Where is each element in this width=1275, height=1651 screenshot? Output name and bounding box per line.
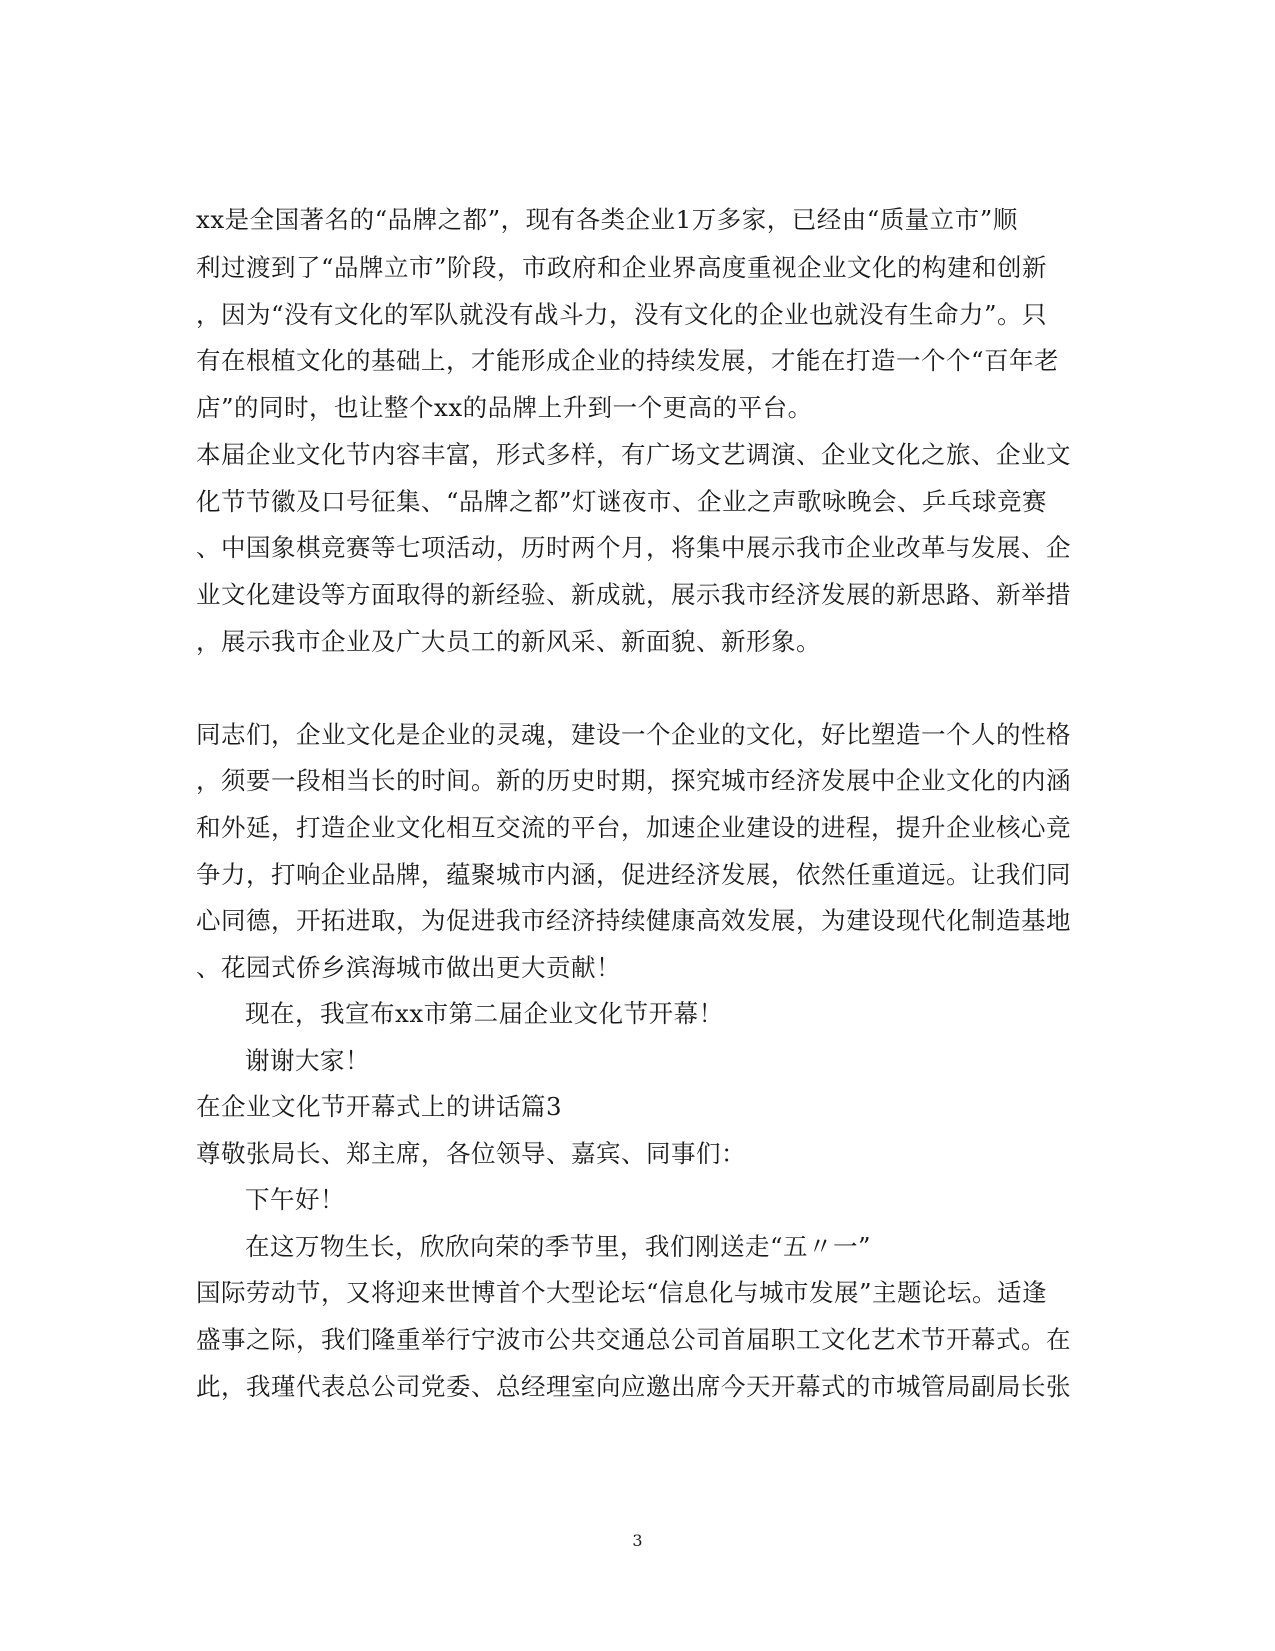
page-number: 3 [632, 1531, 643, 1550]
text-line: 本届企业文化节内容丰富，形式多样，有广场文艺调演、企业文化之旅、企业文 [196, 440, 1071, 469]
text-line: 化节节徽及口号征集、“品牌之都”灯谜夜市、企业之声歌咏晚会、乒乓球竞赛 [196, 487, 1048, 516]
text-line: 同志们，企业文化是企业的灵魂，建设一个企业的文化，好比塑造一个人的性格 [196, 720, 1071, 749]
thanks-line: 谢谢大家！ [245, 1046, 370, 1075]
announcement-line: 现在，我宣布xx市第二届企业文化节开幕！ [245, 999, 724, 1028]
text-line: 争力，打响企业品牌，蕴聚城市内涵，促进经济发展，依然任重道远。让我们同 [196, 860, 1071, 889]
text-line: 国际劳动节，又将迎来世博首个大型论坛“信息化与城市发展”主题论坛。适逢 [196, 1278, 1048, 1307]
section-title: 在企业文化节开幕式上的讲话篇3 [196, 1092, 563, 1121]
text-line: 店”的同时，也让整个xx的品牌上升到一个更高的平台。 [196, 393, 813, 422]
greeting-line: 下午好！ [245, 1185, 345, 1214]
text-line: 在这万物生长，欣欣向荣的季节里，我们刚送走“五〃一” [245, 1232, 872, 1261]
text-line: 利过渡到了“品牌立市”阶段，市政府和企业界高度重视企业文化的构建和创新 [196, 253, 1048, 282]
salutation-line: 尊敬张局长、郑主席，各位领导、嘉宾、同事们： [196, 1139, 746, 1168]
text-line: ，因为“没有文化的军队就没有战斗力，没有文化的企业也就没有生命力”。只 [196, 300, 1048, 329]
text-line: 盛事之际，我们隆重举行宁波市公共交通总公司首届职工文化艺术节开幕式。在 [196, 1325, 1071, 1354]
text-line: 、花园式侨乡滨海城市做出更大贡献！ [196, 953, 621, 982]
text-line: 此，我瑾代表总公司党委、总经理室向应邀出席今天开幕式的市城管局副局长张 [196, 1372, 1071, 1401]
text-line: 心同德，开拓进取，为促进我市经济持续健康高效发展，为建设现代化制造基地 [196, 906, 1071, 935]
text-line: ，展示我市企业及广大员工的新风采、新面貌、新形象。 [196, 627, 821, 656]
text-line: 业文化建设等方面取得的新经验、新成就，展示我市经济发展的新思路、新举措 [196, 580, 1071, 609]
text-line: 有在根植文化的基础上，才能形成企业的持续发展，才能在打造一个个“百年老 [196, 346, 1060, 375]
text-line: 、中国象棋竞赛等七项活动，历时两个月，将集中展示我市企业改革与发展、企 [196, 533, 1071, 562]
text-line: xx是全国著名的“品牌之都”，现有各类企业1万多家，已经由“质量立市”顺 [196, 205, 1018, 234]
text-line: ，须要一段相当长的时间。新的历史时期，探究城市经济发展中企业文化的内涵 [196, 766, 1071, 795]
text-line: 和外延，打造企业文化相互交流的平台，加速企业建设的进程，提升企业核心竞 [196, 813, 1071, 842]
